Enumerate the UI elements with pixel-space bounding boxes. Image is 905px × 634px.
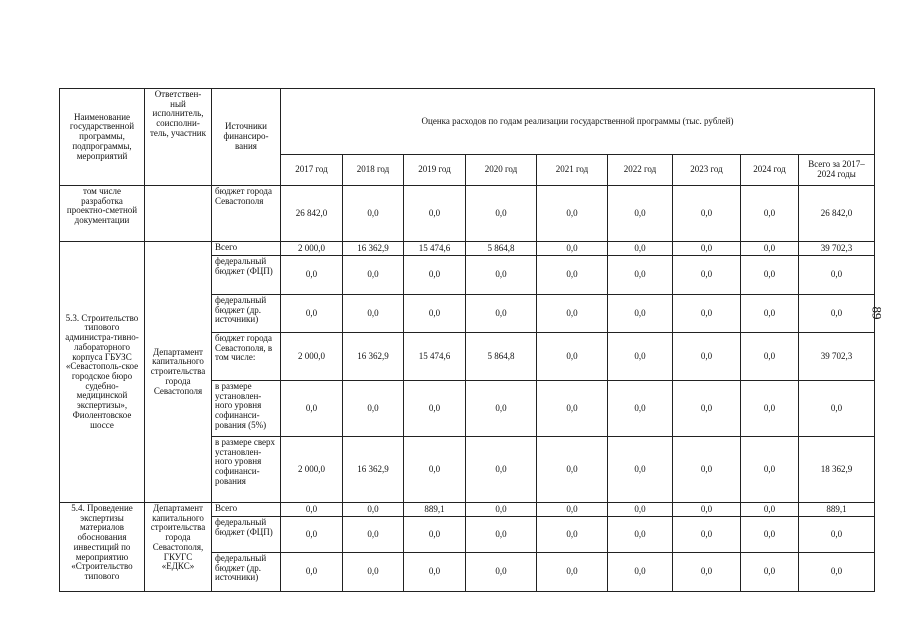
year-value-cell: 0,0 — [466, 295, 537, 333]
year-value-cell: 0,0 — [673, 333, 741, 381]
year-value-cell: 0,0 — [608, 333, 673, 381]
funding-source: федеральный бюджет (др. источники) — [212, 553, 281, 592]
year-value-cell: 0,0 — [741, 333, 799, 381]
year-header: 2022 год — [608, 155, 673, 186]
year-value-cell: 0,0 — [741, 256, 799, 295]
year-value-cell: 0,0 — [537, 381, 608, 437]
table-row — [60, 242, 875, 256]
year-header: 2019 год — [404, 155, 466, 186]
year-value-cell: 15 474,6 — [404, 333, 466, 381]
year-value-cell: 0,0 — [466, 503, 537, 517]
year-value-cell: 16 362,9 — [343, 242, 404, 256]
year-value-cell: 0,0 — [537, 295, 608, 333]
year-value-cell: 0,0 — [741, 242, 799, 256]
year-header: 2017 год — [281, 155, 343, 186]
year-value-cell: 16 362,9 — [343, 333, 404, 381]
year-value-cell: 0,0 — [466, 437, 537, 503]
total-value-cell: 39 702,3 — [799, 333, 875, 381]
year-value-cell: 0,0 — [673, 295, 741, 333]
year-value-cell: 0,0 — [466, 186, 537, 242]
year-value-cell: 0,0 — [466, 256, 537, 295]
year-value-cell: 0,0 — [537, 333, 608, 381]
year-value-cell: 0,0 — [741, 437, 799, 503]
year-value-cell: 0,0 — [281, 381, 343, 437]
table-row — [60, 503, 875, 517]
header-name: Наименование государственной программы, подпрограммы, мероприятий — [60, 89, 145, 186]
year-value-cell: 0,0 — [608, 437, 673, 503]
year-value-cell: 0,0 — [343, 295, 404, 333]
activity-name: том числе разработка проектно-сметной документации — [60, 186, 145, 242]
year-value-cell: 0,0 — [281, 295, 343, 333]
year-value-cell: 0,0 — [537, 186, 608, 242]
year-value-cell: 0,0 — [404, 381, 466, 437]
year-header: 2018 год — [343, 155, 404, 186]
year-value-cell: 0,0 — [741, 295, 799, 333]
year-value-cell: 0,0 — [741, 503, 799, 517]
year-value-cell: 0,0 — [404, 186, 466, 242]
funding-source: Всего — [212, 242, 281, 256]
year-value-cell: 0,0 — [608, 242, 673, 256]
header-row-top — [60, 89, 875, 155]
year-value-cell: 0,0 — [673, 503, 741, 517]
year-value-cell: 0,0 — [673, 437, 741, 503]
total-value-cell: 0,0 — [799, 295, 875, 333]
total-value-cell: 0,0 — [799, 553, 875, 592]
year-value-cell: 0,0 — [741, 381, 799, 437]
year-value-cell: 0,0 — [343, 256, 404, 295]
funding-source: бюджет города Севастополя — [212, 186, 281, 242]
year-value-cell: 0,0 — [537, 553, 608, 592]
year-value-cell: 5 864,8 — [466, 242, 537, 256]
year-value-cell: 0,0 — [608, 553, 673, 592]
year-value-cell: 0,0 — [281, 256, 343, 295]
year-value-cell: 0,0 — [537, 437, 608, 503]
year-value-cell: 2 000,0 — [281, 242, 343, 256]
year-value-cell: 0,0 — [741, 517, 799, 553]
year-value-cell: 16 362,9 — [343, 437, 404, 503]
year-value-cell: 0,0 — [537, 503, 608, 517]
funding-source: в размере сверх установлен-ного уровня софинанси-рования — [212, 437, 281, 503]
year-value-cell: 0,0 — [608, 256, 673, 295]
year-value-cell: 0,0 — [281, 517, 343, 553]
header-sources: Источники финансиро-вания — [212, 89, 281, 186]
year-value-cell: 0,0 — [608, 295, 673, 333]
year-value-cell: 0,0 — [343, 381, 404, 437]
responsible-party: Департамент капитального строительства города Севастополя — [145, 242, 212, 503]
year-value-cell: 0,0 — [537, 256, 608, 295]
year-value-cell: 0,0 — [537, 517, 608, 553]
year-value-cell: 0,0 — [281, 503, 343, 517]
year-header: 2023 год — [673, 155, 741, 186]
year-value-cell: 0,0 — [404, 437, 466, 503]
activity-name: 5.4. Проведение экспертизы материалов обоснования инвестиций по мероприятию «Строительство типового — [60, 503, 145, 592]
year-value-cell: 0,0 — [608, 381, 673, 437]
budget-table — [59, 88, 875, 592]
year-header: 2020 год — [466, 155, 537, 186]
year-value-cell: 2 000,0 — [281, 437, 343, 503]
header-responsible: Ответствен-ный исполнитель, соисполни-тель, участник — [145, 89, 212, 186]
funding-source: федеральный бюджет (ФЦП) — [212, 256, 281, 295]
total-value-cell: 26 842,0 — [799, 186, 875, 242]
year-value-cell: 0,0 — [343, 517, 404, 553]
funding-source: бюджет города Севастополя, в том числе: — [212, 333, 281, 381]
year-value-cell: 0,0 — [673, 186, 741, 242]
year-value-cell: 0,0 — [673, 553, 741, 592]
year-header: 2021 год — [537, 155, 608, 186]
year-value-cell: 0,0 — [673, 517, 741, 553]
year-value-cell: 0,0 — [608, 503, 673, 517]
year-value-cell: 0,0 — [343, 186, 404, 242]
year-value-cell: 0,0 — [343, 503, 404, 517]
year-value-cell: 0,0 — [537, 242, 608, 256]
header-estimate: Оценка расходов по годам реализации государственной программы (тыс. рублей) — [281, 89, 875, 155]
year-value-cell: 5 864,8 — [466, 333, 537, 381]
total-value-cell: 889,1 — [799, 503, 875, 517]
year-value-cell: 0,0 — [466, 517, 537, 553]
funding-source: федеральный бюджет (др. источники) — [212, 295, 281, 333]
year-value-cell: 0,0 — [673, 242, 741, 256]
year-value-cell: 0,0 — [281, 553, 343, 592]
year-value-cell: 26 842,0 — [281, 186, 343, 242]
responsible-party: Департамент капитального строительства города Севастополя, ГКУГС «ЕДКС» — [145, 503, 212, 592]
year-header: 2024 год — [741, 155, 799, 186]
year-value-cell: 0,0 — [404, 256, 466, 295]
year-value-cell: 0,0 — [343, 553, 404, 592]
table-row — [60, 186, 875, 242]
total-value-cell: 18 362,9 — [799, 437, 875, 503]
year-value-cell: 15 474,6 — [404, 242, 466, 256]
year-value-cell: 0,0 — [673, 256, 741, 295]
funding-source: в размере установлен-ного уровня софинанси-рования (5%) — [212, 381, 281, 437]
year-header-total: Всего за 2017–2024 годы — [799, 155, 875, 186]
page-number: 89 — [869, 306, 885, 320]
total-value-cell: 0,0 — [799, 256, 875, 295]
total-value-cell: 0,0 — [799, 517, 875, 553]
year-value-cell: 0,0 — [608, 186, 673, 242]
year-value-cell: 0,0 — [466, 381, 537, 437]
year-value-cell: 0,0 — [404, 517, 466, 553]
funding-source: Всего — [212, 503, 281, 517]
total-value-cell: 39 702,3 — [799, 242, 875, 256]
year-value-cell: 0,0 — [404, 553, 466, 592]
year-value-cell: 0,0 — [741, 553, 799, 592]
responsible-party — [145, 186, 212, 242]
year-value-cell: 0,0 — [466, 553, 537, 592]
total-value-cell: 0,0 — [799, 381, 875, 437]
year-value-cell: 0,0 — [404, 295, 466, 333]
year-value-cell: 0,0 — [673, 381, 741, 437]
year-value-cell: 2 000,0 — [281, 333, 343, 381]
activity-name: 5.3. Строительство типового администра-тивно-лабораторного корпуса ГБУЗС «Севастополь-ское городское бюро судебно-медицинской экспертизы», Фиолентовское шоссе — [60, 242, 145, 503]
year-value-cell: 0,0 — [608, 517, 673, 553]
funding-source: федеральный бюджет (ФЦП) — [212, 517, 281, 553]
year-value-cell: 0,0 — [741, 186, 799, 242]
year-value-cell: 889,1 — [404, 503, 466, 517]
